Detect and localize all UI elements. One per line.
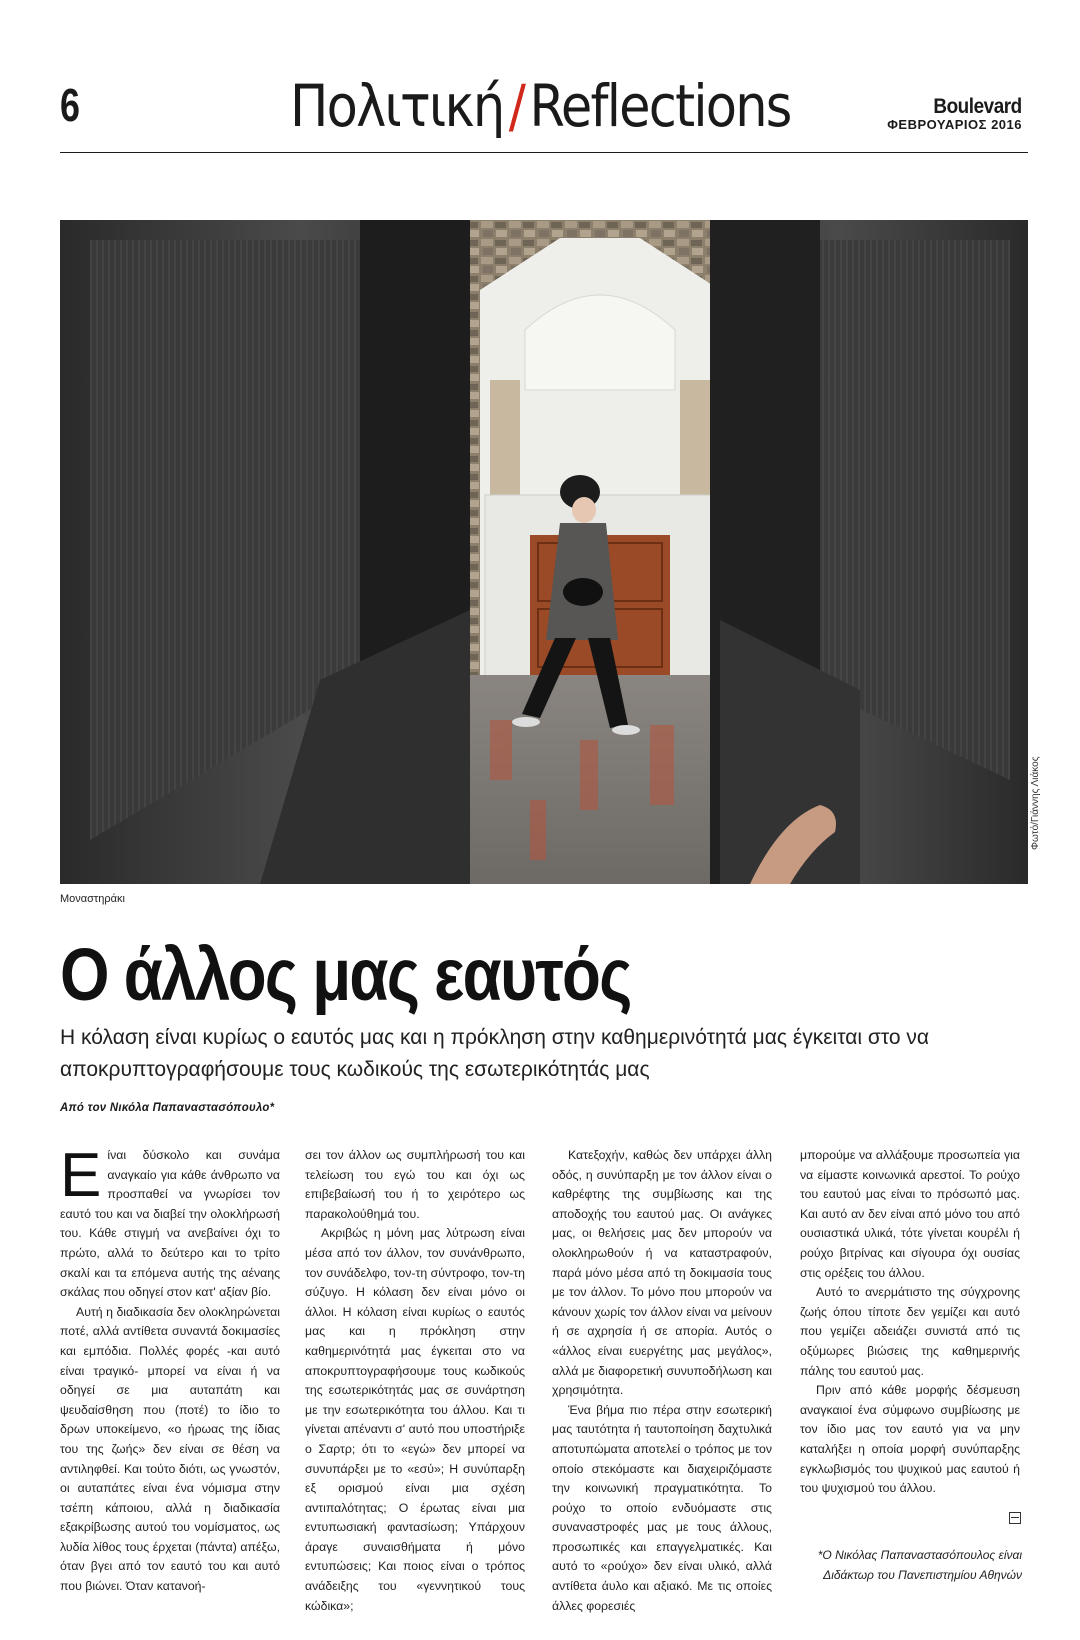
article-standfirst: Η κόλαση είναι κυρίως ο εαυτός μας και η πρόκληση στην καθημερινότητά μας έγκειται στο να αποκρυπτογραφήσουμε τους κωδικούς της εσωτερικότητάς μας (60, 1026, 929, 1081)
photo-caption: Μοναστηράκι (60, 893, 125, 905)
section-separator: / (508, 72, 525, 140)
article-photo (60, 220, 1028, 884)
article-column-3 (552, 1146, 772, 1616)
article-byline: Από τον Νικόλα Παπαναστασόπουλο* (60, 1100, 275, 1114)
article-column-1 (60, 1141, 280, 1597)
brand-name: Boulevard (933, 95, 1022, 118)
paragraph: μπορούμε να αλλάξουμε προσωπεία για να είμαστε κοινωνικά αρεστοί. Το ρούχο του εαυτού μας είναι το πρόσωπό μας. Και αυτό αν δεν είναι από μόνο του από ουσιαστικά υλικά, τότε γίνεται κουρέλι ή ρούχο βιτρίνας και σίγουρα όχι ουσίας στις ορέξεις του άλλου. (800, 1148, 1020, 1280)
masthead-brand (887, 96, 1022, 131)
paragraph: Ακριβώς η μόνη μας λύτρωση είναι μέσα από τον άλλον, τον συνάνθρωπο, τον συνάδελφο, τον-τη σύντροφο, τον-τη σύζυγο. Η κόλαση δεν είναι μόνο οι άλλοι. Η κόλαση είναι κυρίως ο εαυτός μας και η πρόκληση στην καθημερινότητά μας έγκειται στο να αποκρυπτογραφήσουμε τους κωδικούς της εσωτερικότητάς μας σε συνάρτηση με την εσωτερικότητα του άλλου. Και τι γίνεται απέναντι σ' αυτό που υποστήριξε ο Σαρτρ; ότι το «εγώ» δεν μπορεί να συνυπάρξει με το «εσύ»; Η συνύπαρξη εξ ορισμού είναι μια σχέση αντιπαλότητας; Ο έρωτας είναι μια εντυπωσιακή φαντασίωση; Υπάρχουν άραγε συναισθήματα ή μόνο εντυπώσεις; Και ποιος είναι ο τρόπος ανάδειξης του «γεννητικού τους κώδικα»; (305, 1226, 525, 1613)
paragraph: Πριν από κάθε μορφής δέσμευση αναγκαιοί ένα σύμφωνο συμβίωσης με τον ίδιο μας τον εαυτό για να μην καταλήξει η οποία μορφή συνύπαρξης εγκλωβισμός του ψυχικού μας εαυτού ή του ψυχισμού του άλλου. (800, 1383, 1020, 1496)
article-column-4 (800, 1146, 1020, 1499)
paragraph: Κατεξοχήν, καθώς δεν υπάρχει άλλη οδός, η συνύπαρξη με τον άλλον είναι ο καθρέφτης της συμβίωσης και της αποδοχής του εαυτού μας. Οι ανάγκες μας, οι θελήσεις μας δεν μπορούν να ολοκληρωθούν ή να καταστραφούν, παρά μόνο μέσα από τη δοκιμασία τους με τον άλλον. Το μόνο που μπορούν να κάνουν χωρίς τον άλλον είναι να μείνουν ή σε αχρησία ή σε απορία. Αυτός ο «άλλος είναι ευεργέτης μας μεγάλος», αλλά με διαφορετική συνυποδήλωση και χρησιμότητα. (552, 1148, 772, 1398)
paragraph (60, 1141, 280, 1303)
paragraph-text: ίναι δύσκολο και συνάμα αναγκαίο για κάθε άνθρωπο να προσπαθεί να γνωρίσει τον εαυτό του και να διαβεί την ολοκλήρωσή του. Κάθε στιγμή να ανεβαίνει όχι το πρώτο, αλλά το δεύτερο και το τρίτο σκαλί και τα επόμενα αυτής της αέναης σκάλας που οδηγεί στον κατ' αξίαν βίο. (60, 1148, 280, 1300)
author-note: *Ο Νικόλας Παπαναστασόπουλος είναι Διδάκτωρ του Πανεπιστημίου Αθηνών (817, 1548, 1022, 1582)
subsection-name: Reflections (529, 72, 791, 140)
paragraph: Αυτή η διαδικασία δεν ολοκληρώνεται ποτέ, αλλά αντίθετα συναντά δοκιμασίες και εμπόδια. Πολλές φορές -και αυτό είναι τραγικό- μπορεί να είναι ή να οδηγεί σε μια αυταπάτη και ψευδαίσθηση που (ποτέ) το ίδιο το δρων υποκείμενο, «ο ήρωας της ίδιας του της ζωής» δεν είναι σε θέση να αντιληφθεί. Και τούτο διότι, ως γνωστόν, οι αυταπάτες είναι ένα νόμισμα στην τσέπη κάποιου, αλλά η διαδικασία εξακρίβωσης αυτού του νομίσματος, ως λυδία λίθος τους έρχεται (πάντα) απέξω, όταν βγει από τον εαυτό του και αυτό που βιώνει. Όταν κατανοή- (60, 1304, 280, 1594)
header-divider (60, 152, 1028, 153)
end-of-article-icon (1009, 1512, 1021, 1524)
page-number: 6 (60, 79, 80, 131)
article-column-2 (305, 1146, 525, 1616)
photo-illustration (60, 220, 1028, 884)
paragraph: σει τον άλλον ως συμπλήρωσή του και τελείωση του εγώ του και όχι ως επιβεβαίωσή του ή το χειρότερο ως παρακολούθημά του. (305, 1148, 525, 1221)
section-title (290, 72, 791, 140)
issue-date: ΦΕΒΡΟΥΑΡΙΟΣ 2016 (887, 117, 1022, 132)
drop-cap: Ε (60, 1141, 102, 1210)
section-name: Πολιτική (290, 72, 504, 140)
paragraph: Ένα βήμα πιο πέρα στην εσωτερική μας ταυτότητα ή ταυτοποίηση δαχτυλικά αποτυπώματα αποτελεί ο τρόπος με τον οποίο στεκόμαστε και διαχειριζόμαστε την κοινωνική πραγματικότητα. Το ρούχο το οποίο ενδυόμαστε στις συναναστροφές μας με τους άλλους, προσωπικές και επαγγελματικές. Και αυτό το «ρούχο» δεν είναι υλικό, αλλά αντίθετα άυλο και αξιακό. Με τις οποίες άλλες φορεσιές (552, 1402, 772, 1613)
article-headline: Ο άλλος μας εαυτός (60, 933, 631, 1016)
paragraph: Αυτό το ανερμάτιστο της σύγχρονης ζωής όπου τίποτε δεν γεμίζει και αυτό που γεμίζει αδειάζει συνιστά από τις οξύμωρες βιώσεις της καθημερινής πάλης του εαυτού μας. (800, 1285, 1020, 1378)
photo-credit: Φωτό/Γιάννης Λιάκος (1030, 756, 1041, 850)
